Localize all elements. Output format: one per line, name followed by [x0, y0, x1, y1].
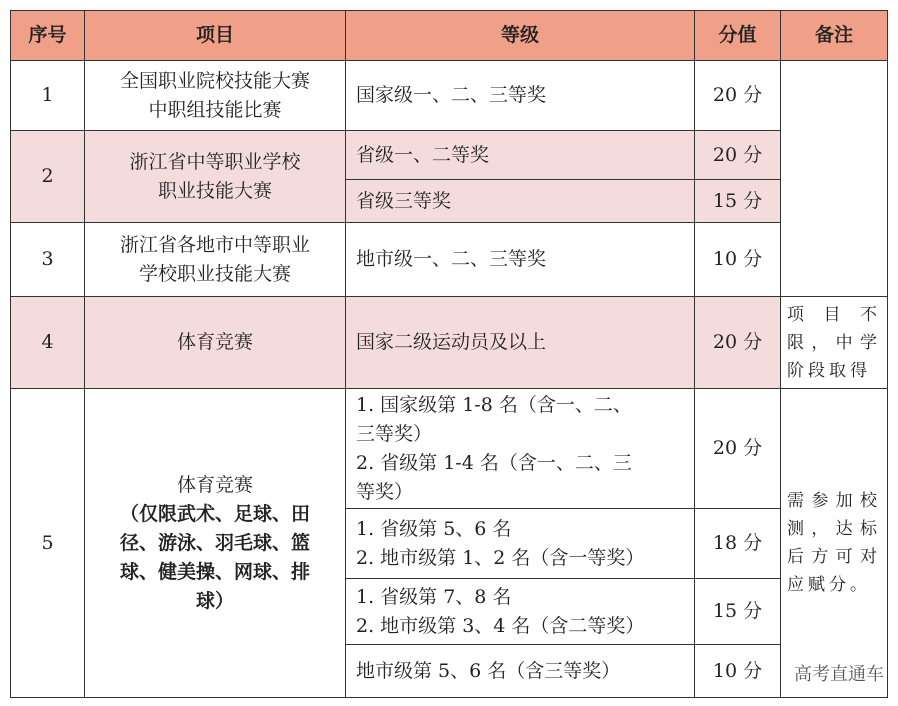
project-line: 全国职业院校技能大赛 [119, 69, 310, 92]
level-line: 1. 省级第 7、8 名 [356, 585, 512, 608]
project-scope-line: 球） [195, 589, 234, 612]
row-project [85, 131, 346, 223]
row-level [346, 509, 695, 579]
row-score: 10 分 [695, 223, 781, 297]
level-line: 1. 国家级第 1-8 名（含一、二、 [356, 393, 632, 416]
row-level [346, 389, 695, 509]
header-no: 序号 [11, 11, 85, 61]
row-project [85, 223, 346, 297]
row-project [85, 61, 346, 131]
header-level: 等级 [346, 11, 695, 61]
table-row [11, 131, 888, 180]
project-line: 浙江省各地市中等职业 [119, 233, 310, 256]
row-level: 地市级一、二、三等奖 [346, 223, 695, 297]
watermark: 高考直通车 [794, 664, 884, 685]
row-score: 20 分 [695, 131, 781, 180]
header-note: 备注 [781, 11, 888, 61]
project-line: 浙江省中等职业学校 [129, 150, 301, 173]
level-line: 1. 省级第 5、6 名 [356, 517, 512, 540]
level-line: 2. 地市级第 1、2 名（含一等奖） [356, 546, 645, 569]
row-score: 15 分 [695, 579, 781, 645]
row-level: 国家二级运动员及以上 [346, 297, 695, 389]
row-note: 项目不限，中学阶段取得 [781, 297, 888, 389]
header-row [11, 11, 888, 61]
row-level: 地市级第 5、6 名（含三等奖） [346, 645, 695, 698]
row-score: 20 分 [695, 389, 781, 509]
project-line: 学校职业技能大赛 [138, 262, 291, 285]
note-empty [781, 61, 888, 297]
project-line: 职业技能大赛 [157, 179, 272, 202]
scoring-table [10, 10, 888, 698]
row-no: 2 [11, 131, 85, 223]
level-line: 2. 地市级第 3、4 名（含二等奖） [356, 614, 645, 637]
header-project: 项目 [85, 11, 346, 61]
row-no: 1 [11, 61, 85, 131]
table-row [11, 297, 888, 389]
row-level: 省级一、二等奖 [346, 131, 695, 180]
header-score: 分值 [695, 11, 781, 61]
project-line: 体育竞赛 [176, 473, 253, 496]
row-score: 20 分 [695, 61, 781, 131]
row-no: 3 [11, 223, 85, 297]
row-level: 国家级一、二、三等奖 [346, 61, 695, 131]
row-note: 需参加校测，达标后方可对应赋分。 [781, 389, 888, 698]
row-no: 5 [11, 389, 85, 698]
project-line: 中职组技能比赛 [148, 98, 282, 121]
row-score: 18 分 [695, 509, 781, 579]
level-line: 等奖） [356, 480, 414, 503]
row-project [85, 389, 346, 698]
row-no: 4 [11, 297, 85, 389]
row-project: 体育竞赛 [85, 297, 346, 389]
table-row [11, 61, 888, 131]
row-score: 15 分 [695, 180, 781, 223]
row-score: 10 分 [695, 645, 781, 698]
level-line: 2. 省级第 1-4 名（含一、二、三 [356, 451, 632, 474]
table-row [11, 389, 888, 509]
table-row [11, 223, 888, 297]
row-level [346, 579, 695, 645]
project-scope-line: （仅限武术、足球、田 [119, 502, 310, 525]
level-line: 三等奖） [356, 422, 433, 445]
row-level: 省级三等奖 [346, 180, 695, 223]
project-scope-line: 球、健美操、网球、排 [119, 560, 310, 583]
row-score: 20 分 [695, 297, 781, 389]
project-scope-line: 径、游泳、羽毛球、篮 [119, 531, 310, 554]
